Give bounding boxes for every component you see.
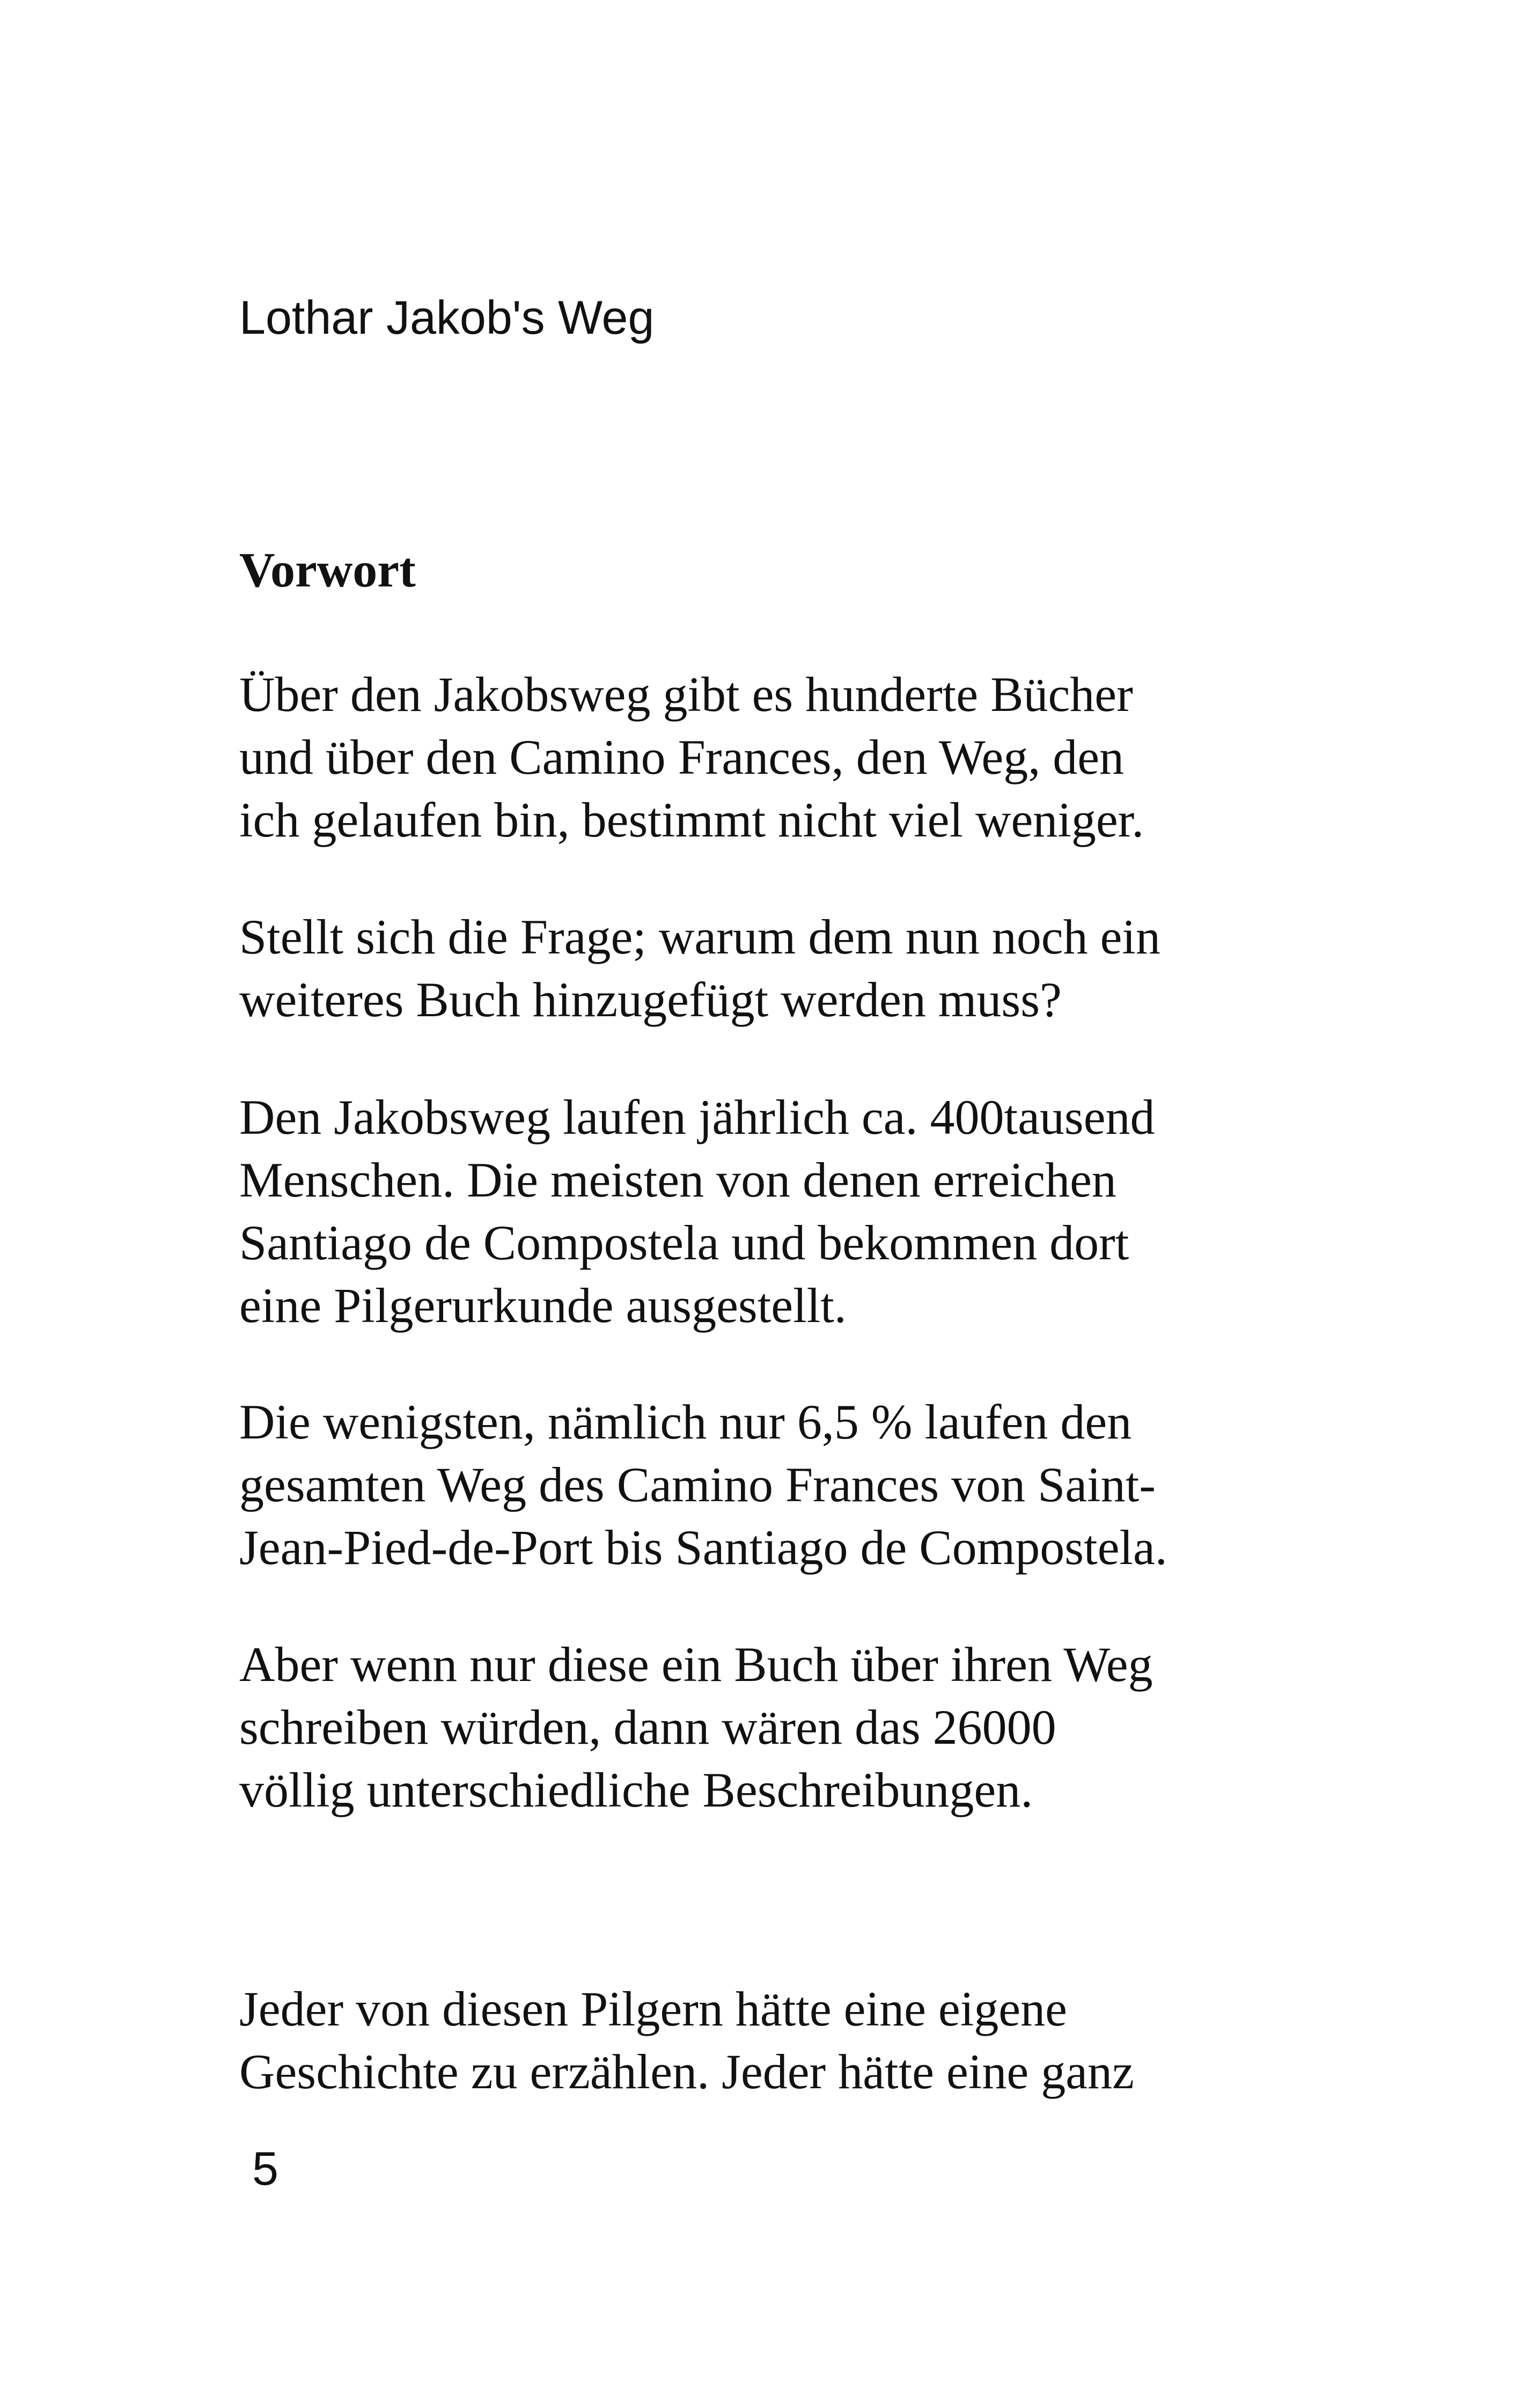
paragraph-1 [239,663,1144,851]
text-line: Jean-Pied-de-Port bis Santiago de Compostela. [239,1520,1167,1575]
text-line: Aber wenn nur diese ein Buch über ihren Weg [239,1637,1153,1692]
text-line: völlig unterschiedliche Beschreibungen. [239,1763,1033,1817]
text-line: Die wenigsten, nämlich nur 6,5 % laufen den [239,1394,1132,1449]
text-line: Jeder von diesen Pilgern hätte eine eigene [239,1981,1067,2036]
chapter-title: Vorwort [239,542,416,597]
text-line: Den Jakobsweg laufen jährlich ca. 400tausend [239,1090,1155,1144]
paragraph-6 [239,1978,1134,2103]
text-line: ich gelaufen bin, bestimmt nicht viel weniger. [239,792,1144,847]
text-line: eine Pilgerurkunde ausgestellt. [239,1278,847,1333]
paragraph-3 [239,1086,1155,1337]
running-head: Lothar Jakob's Weg [239,291,655,344]
text-line: Menschen. Die meisten von denen erreichen [239,1152,1116,1207]
text-line: schreiben würden, dann wären das 26000 [239,1700,1056,1754]
text-line: Santiago de Compostela und bekommen dort [239,1215,1129,1270]
text-line: und über den Camino Frances, den Weg, den [239,730,1125,784]
paragraph-5 [239,1633,1153,1822]
text-line: Stellt sich die Frage; warum dem nun noch ein [239,909,1160,964]
text-line: Über den Jakobsweg gibt es hunderte Bücher [239,667,1133,722]
text-line: gesamten Weg des Camino Frances von Saint- [239,1457,1156,1512]
text-line: weiteres Buch hinzugefügt werden muss? [239,972,1062,1027]
paragraph-2 [239,906,1160,1031]
text-line: Geschichte zu erzählen. Jeder hätte eine ganz [239,2044,1134,2099]
paragraph-4 [239,1391,1167,1579]
page-number: 5 [252,2142,278,2195]
